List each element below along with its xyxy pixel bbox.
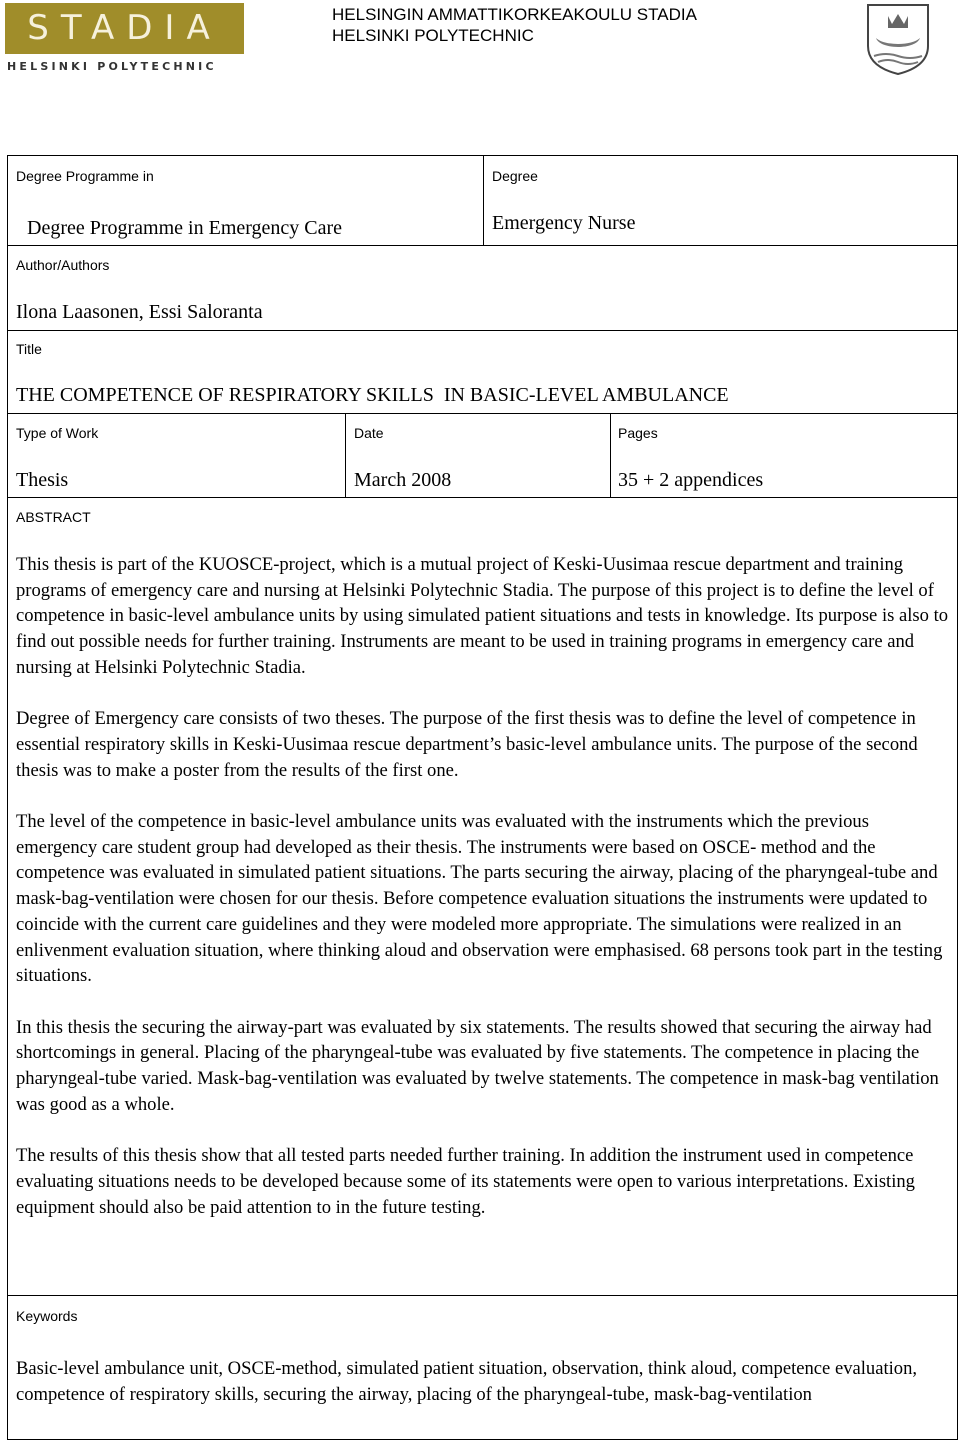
degree-value: Emergency Nurse (492, 212, 636, 234)
date-label: Date (354, 425, 384, 441)
title-label: Title (16, 341, 42, 357)
abstract-body (16, 552, 951, 1246)
keywords-value: Basic-level ambulance unit, OSCE-method, simulated patient situation, observation, think aloud, competence evaluation, competence of respiratory skills, securing the airway, placing of the pharyngeal-tube, mask-bag-ventilation (16, 1358, 918, 1405)
institution-line-2: HELSINKI POLYTECHNIC (332, 26, 534, 45)
authors-value: Ilona Laasonen, Essi Saloranta (16, 301, 263, 323)
stadia-logo (5, 3, 245, 77)
divider (610, 413, 611, 497)
keywords-label: Keywords (16, 1308, 78, 1324)
divider (8, 245, 957, 246)
abstract-paragraph: Degree of Emergency care consists of two theses. The purpose of the first thesis was to define the level of competence in essential respiratory skills in Keski-Uusimaa rescue department’s basic-level ambulance units. The purpose of the second thesis was to make a poster from the results of the first one. (16, 708, 918, 781)
divider (8, 497, 957, 498)
divider (8, 1295, 957, 1296)
divider (483, 156, 484, 245)
programme-label: Degree Programme in (16, 168, 154, 184)
abstract-paragraph: The results of this thesis show that all tested parts needed further training. In addition the instrument used in competence evaluating situations needs to be developed because some of its statements were open to various interpretations. Existing equipment should also be paid attention to in the future testing. (16, 1145, 915, 1218)
programme-value: Degree Programme in Emergency Care (27, 217, 343, 239)
divider (8, 330, 957, 331)
divider (345, 413, 346, 497)
logo-box (5, 3, 244, 54)
degree-label: Degree (492, 168, 538, 184)
pages-value: 35 + 2 appendices (618, 469, 764, 491)
type-of-work-value: Thesis (16, 469, 69, 491)
authors-label: Author/Authors (16, 257, 110, 273)
logo-subtitle: HELSINKI POLYTECHNIC (7, 60, 217, 73)
abstract-paragraph: This thesis is part of the KUOSCE-project, which is a mutual project of Keski-Uusimaa rescue department and training programs of emergency care and nursing at Helsinki Polytechnic Stadia. The purpose of this project is to define the level of competence in basic-level ambulance units by using simulated patient situations and tests in knowledge. Its purpose is also to find out possible needs for further training. Instruments are meant to be used in training programs in emergency care and nursing at Helsinki Polytechnic Stadia. (16, 554, 949, 678)
thesis-abstract-form (7, 155, 958, 1440)
title-value: THE COMPETENCE OF RESPIRATORY SKILLS IN BASIC-LEVEL AMBULANCE (16, 384, 729, 406)
abstract-label: ABSTRACT (16, 509, 91, 525)
institution-name (332, 4, 697, 46)
type-of-work-label: Type of Work (16, 425, 99, 441)
divider (8, 413, 957, 414)
city-crest-icon (864, 2, 932, 76)
institution-line-1: HELSINGIN AMMATTIKORKEAKOULU STADIA (332, 5, 697, 24)
logo-word: STADIA (27, 8, 222, 48)
pages-label: Pages (618, 425, 658, 441)
date-value: March 2008 (354, 469, 452, 491)
abstract-paragraph: The level of the competence in basic-level ambulance units was evaluated with the instruments which the previous emergency care student group had developed as their thesis. The instruments were based on OSCE- method and the competence was evaluated in simulated patient situations. The parts securing the airway, placing of the pharyngeal-tube and mask-bag-ventilation were chosen for our thesis. Before competence evaluation situations the instruments were updated to coincide with the current care guidelines and they were modeled more appropriate. The simulations were realized in an enlivenment evaluation situation, where thinking aloud and observation were emphasised. 68 persons took part in the testing situations. (16, 811, 943, 987)
abstract-paragraph: In this thesis the securing the airway-part was evaluated by six statements. The results showed that securing the airway had shortcomings in general. Placing of the pharyngeal-tube was evaluated by five statements. The competence in placing the pharyngeal-tube varied. Mask-bag-ventilation was evaluated by twelve statements. The competence in mask-bag ventilation was good as a whole. (16, 1016, 939, 1115)
